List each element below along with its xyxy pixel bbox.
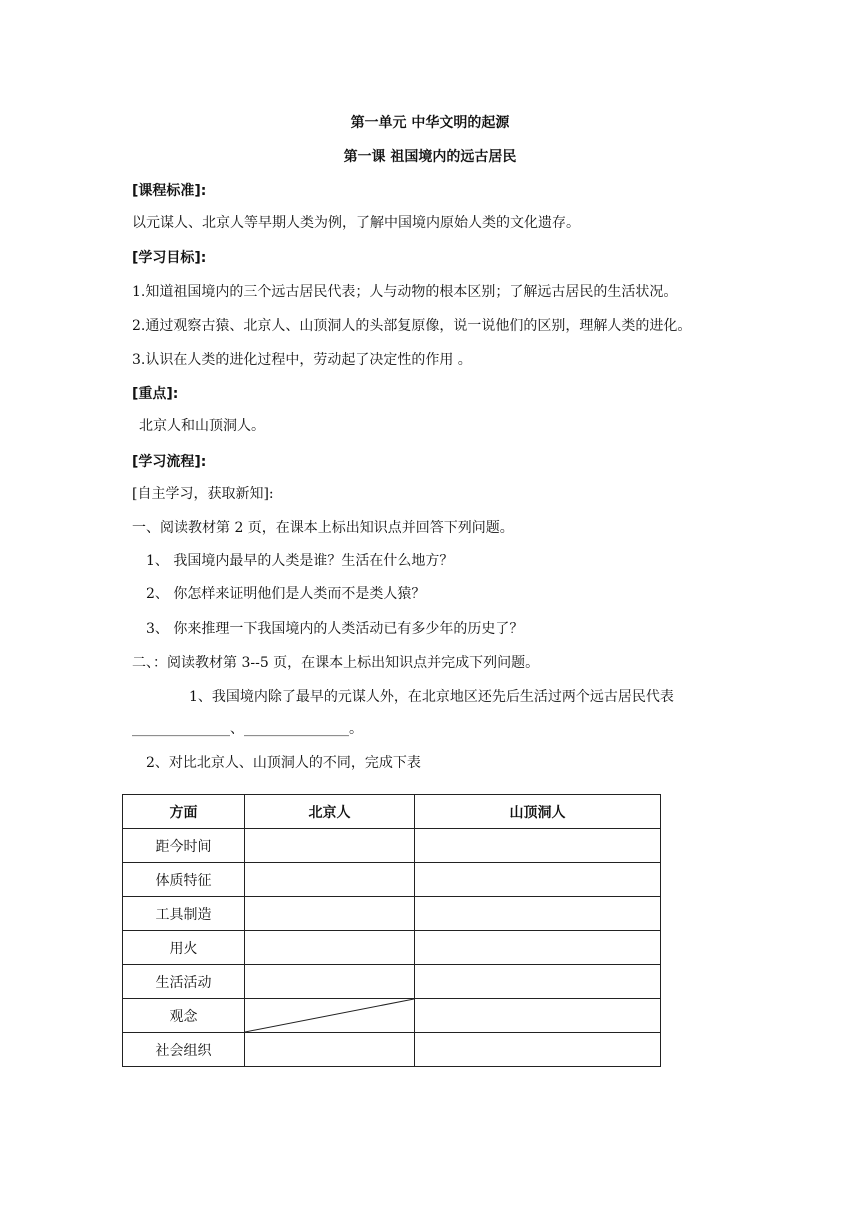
part2-question-2: 2、对比北京人、山顶洞人的不同，完成下表 [146,755,421,771]
answer-cell[interactable] [415,1033,661,1067]
answer-cell[interactable] [415,931,661,965]
standard-heading: [课程标准]: [132,183,207,199]
answer-cell[interactable] [245,863,415,897]
comparison-table [122,794,661,1067]
row-label: 距今时间 [123,829,245,863]
answer-cell[interactable] [245,829,415,863]
answer-cell[interactable] [245,897,415,931]
standard-text: 以元谋人、北京人等早期人类为例，了解中国境内原始人类的文化遗存。 [132,215,580,231]
row-label: 观念 [123,999,245,1033]
keypoint-heading: [重点]: [132,386,179,402]
table-row [123,829,661,863]
answer-cell[interactable] [245,1033,415,1067]
table-row [123,863,661,897]
part2-question-1-blanks: ______________、_______________。 [132,721,363,737]
part1-question-3: 3、 你来推理一下我国境内的人类活动已有多少年的历史了？ [146,621,524,637]
process-heading: [学习流程]: [132,454,207,470]
table-row [123,897,661,931]
part2-instruction: 二、：阅读教材第 3--5 页，在课本上标出知识点并完成下列问题。 [132,655,540,671]
table-header-row [123,795,661,829]
self-study-label: [自主学习，获取新知]: [132,486,274,502]
answer-cell[interactable] [415,999,661,1033]
table-row [123,931,661,965]
objective-item-2: 2.通过观察古猿、北京人、山顶洞人的头部复原像，说一说他们的区别，理解人类的进化。 [132,318,692,334]
keypoint-text: 北京人和山顶洞人。 [139,418,265,434]
unit-title: 第一单元 中华文明的起源 [350,115,510,131]
answer-cell[interactable] [415,965,661,999]
part1-instruction: 一、阅读教材第 2 页，在课本上标出知识点并回答下列问题。 [132,520,514,536]
row-label: 社会组织 [123,1033,245,1067]
table-row [123,999,661,1033]
header-upper-cave-man: 山顶洞人 [415,795,661,829]
row-label: 生活活动 [123,965,245,999]
answer-cell[interactable] [415,829,661,863]
part1-question-1: 1、 我国境内最早的人类是谁？生活在什么地方？ [146,553,454,569]
crossed-out-cell [245,999,415,1033]
objectives-heading: [学习目标]: [132,250,207,266]
objective-item-3: 3.认识在人类的进化过程中，劳动起了决定性的作用 。 [132,352,472,368]
part1-question-2: 2、 你怎样来证明他们是人类而不是类人猿？ [146,586,426,602]
answer-cell[interactable] [245,931,415,965]
part2-question-1: 1、我国境内除了最早的元谋人外，在北京地区还先后生活过两个远古居民代表 [189,689,674,705]
table-row [123,965,661,999]
answer-cell[interactable] [415,897,661,931]
header-beijing-man: 北京人 [245,795,415,829]
answer-cell[interactable] [415,863,661,897]
answer-cell[interactable] [245,965,415,999]
row-label: 工具制造 [123,897,245,931]
lesson-title: 第一课 祖国境内的远古居民 [343,149,517,165]
diagonal-line [245,999,414,1032]
row-label: 体质特征 [123,863,245,897]
objective-item-1: 1.知道祖国境内的三个远古居民代表；人与动物的根本区别；了解远古居民的生活状况。 [132,284,678,300]
header-aspect: 方面 [123,795,245,829]
row-label: 用火 [123,931,245,965]
table-row [123,1033,661,1067]
